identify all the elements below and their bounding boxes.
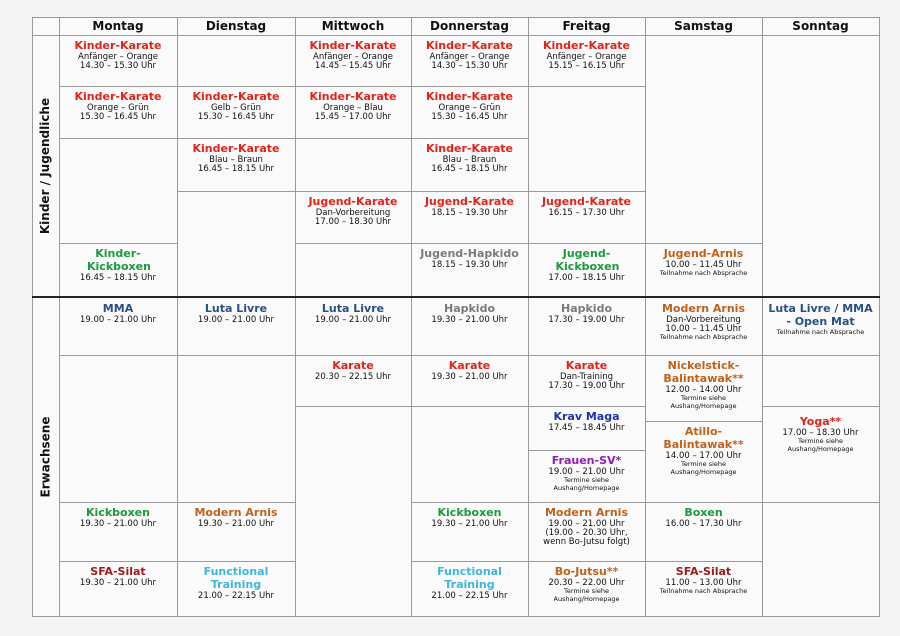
class-time: 10.00 – 11.45 Uhr <box>665 324 742 335</box>
class-cell <box>411 35 528 86</box>
class-title: Nickelstick-Balintawak** <box>663 359 744 385</box>
class-info: Anfänger – Orange <box>313 51 393 62</box>
class-cell <box>411 355 528 406</box>
class-title: Modern Arnis <box>194 506 278 519</box>
class-time: 19.30 – 21.00 Uhr <box>197 518 275 529</box>
class-info: wenn Bo-Jutsu folgt) <box>543 537 630 548</box>
class-info: Blau – Braun <box>209 154 263 165</box>
day-header-sunday: Sonntag <box>792 19 849 33</box>
class-note: Teilnahme nach Absprache <box>776 327 865 336</box>
class-time: 19.30 – 21.00 Uhr <box>79 577 157 588</box>
class-title: Karate <box>332 359 374 372</box>
class-time: 10.00 – 11.45 Uhr <box>665 259 742 270</box>
class-time: 21.00 – 22.15 Uhr <box>197 590 275 601</box>
class-info: Anfänger – Orange <box>546 51 627 62</box>
class-time: 17.45 – 18.45 Uhr <box>548 422 625 433</box>
class-time: 15.30 – 16.45 Uhr <box>79 112 157 123</box>
class-time: 15.30 – 16.45 Uhr <box>197 112 275 123</box>
class-note: Termine siehe Aushang/Homepage <box>553 476 620 492</box>
class-title: Luta Livre <box>321 302 385 315</box>
class-title: Karate <box>565 359 608 372</box>
class-cell <box>762 298 879 355</box>
class-time: 15.30 – 16.45 Uhr <box>431 112 508 123</box>
class-cell <box>177 561 295 616</box>
class-title: Kinder-Karate <box>426 90 513 103</box>
class-title: Jugend-Karate <box>541 195 632 208</box>
class-note: Teilnahme nach Absprache <box>659 333 748 342</box>
class-title: Luta Livre <box>204 302 268 315</box>
class-cell <box>528 191 645 243</box>
class-note: Teilnahme nach Absprache <box>659 587 748 596</box>
class-cell <box>411 298 528 355</box>
class-cell <box>295 298 411 355</box>
class-cell <box>528 243 645 296</box>
section-label-kids: Kinder / Jugendliche <box>38 97 53 234</box>
class-title: Karate <box>448 359 491 372</box>
class-title: Kinder-Karate <box>309 90 397 103</box>
class-time: 12.00 – 14.00 Uhr <box>665 384 742 395</box>
class-cell <box>528 502 645 561</box>
class-cell <box>295 355 411 406</box>
class-cell <box>528 35 645 86</box>
class-note: Termine siehe Aushang/Homepage <box>670 394 737 410</box>
class-time: 20.30 – 22.15 Uhr <box>314 371 392 382</box>
class-info: (19.00 – 20.30 Uhr, <box>545 528 628 539</box>
class-time: 14.45 – 15.45 Uhr <box>314 61 392 72</box>
class-title: Hapkido <box>560 302 613 315</box>
class-info: Dan-Training <box>560 371 613 382</box>
class-title: Kinder-Karate <box>426 142 513 155</box>
class-cell <box>411 138 528 191</box>
class-title: Atillo-Balintawak** <box>663 425 744 451</box>
class-cell <box>528 406 645 450</box>
class-cell <box>59 86 177 138</box>
class-title: Jugend-Kickboxen <box>555 247 620 273</box>
class-cell <box>528 355 645 406</box>
class-cell <box>762 406 879 502</box>
class-title: Krav Maga <box>553 410 620 423</box>
class-time: 16.45 – 18.15 Uhr <box>431 164 508 175</box>
class-cell <box>59 298 177 355</box>
class-cell <box>645 355 762 421</box>
class-time: 19.00 – 21.00 Uhr <box>548 518 625 529</box>
class-title: Modern Arnis <box>544 506 628 519</box>
class-cell <box>645 502 762 561</box>
class-title: Functional Training <box>437 565 502 591</box>
class-time: 19.30 – 21.00 Uhr <box>79 518 157 529</box>
class-info: Orange – Grün <box>438 102 501 113</box>
class-title: Modern Arnis <box>661 302 745 315</box>
class-title: Functional Training <box>203 565 269 591</box>
class-cell <box>645 243 762 296</box>
class-time: 16.45 – 18.15 Uhr <box>197 164 275 175</box>
class-time: 19.00 – 21.00 Uhr <box>197 314 275 325</box>
class-title: Luta Livre / MMA - Open Mat <box>768 302 873 328</box>
class-time: 19.00 – 21.00 Uhr <box>79 314 157 325</box>
class-title: Kinder-Karate <box>74 39 162 52</box>
class-cell <box>295 86 411 138</box>
class-info: Anfänger – Orange <box>429 51 510 62</box>
class-title: Jugend-Hapkido <box>420 247 519 260</box>
class-cell <box>177 138 295 191</box>
class-title: Boxen <box>684 506 723 519</box>
day-header-wednesday: Mittwoch <box>321 19 385 33</box>
class-cell <box>295 35 411 86</box>
class-time: 19.00 – 21.00 Uhr <box>314 314 392 325</box>
class-time: 14.30 – 15.30 Uhr <box>431 61 508 72</box>
section-label-adults: Erwachsene <box>38 416 53 498</box>
class-cell <box>177 86 295 138</box>
class-time: 19.30 – 21.00 Uhr <box>431 518 508 529</box>
class-cell <box>177 502 295 561</box>
class-time: 19.30 – 21.00 Uhr <box>431 314 508 325</box>
class-title: Kinder-Karate <box>192 142 280 155</box>
class-cell <box>411 86 528 138</box>
class-title: Kinder-Karate <box>192 90 280 103</box>
class-time: 11.00 – 13.00 Uhr <box>665 577 742 588</box>
class-title: Jugend-Arnis <box>663 247 744 260</box>
class-cell <box>411 243 528 296</box>
day-header-monday: Montag <box>92 19 144 33</box>
class-time: 15.45 – 17.00 Uhr <box>314 112 392 123</box>
class-cell <box>295 191 411 243</box>
class-title: SFA-Silat <box>90 565 146 578</box>
class-cell <box>528 298 645 355</box>
class-info: Orange – Blau <box>323 102 383 113</box>
class-title: Kinder-Kickboxen <box>87 247 151 273</box>
class-time: 15.15 – 16.15 Uhr <box>548 61 625 72</box>
class-info: Dan-Vorbereitung <box>666 314 741 325</box>
class-cell <box>645 298 762 355</box>
class-title: SFA-Silat <box>675 565 732 578</box>
class-title: Bo-Jutsu** <box>554 565 619 578</box>
class-title: Yoga** <box>799 415 842 428</box>
class-time: 16.45 – 18.15 Uhr <box>79 272 157 283</box>
class-time: 19.00 – 21.00 Uhr <box>548 466 625 477</box>
class-cell <box>177 298 295 355</box>
class-time: 16.00 – 17.30 Uhr <box>665 518 742 529</box>
class-time: 14.30 – 15.30 Uhr <box>79 61 157 72</box>
class-note: Termine siehe Aushang/Homepage <box>670 460 737 476</box>
class-title: Hapkido <box>443 302 496 315</box>
day-header-friday: Freitag <box>562 19 611 33</box>
class-cell <box>411 191 528 243</box>
class-time: 20.30 – 22.00 Uhr <box>548 577 625 588</box>
class-info: Gelb – Grün <box>210 102 262 113</box>
class-cell <box>645 561 762 616</box>
day-header-thursday: Donnerstag <box>430 19 509 33</box>
class-cell <box>528 450 645 502</box>
class-title: Jugend-Karate <box>424 195 515 208</box>
class-title: Kinder-Karate <box>309 39 397 52</box>
day-header-tuesday: Dienstag <box>205 19 267 33</box>
class-cell <box>59 502 177 561</box>
class-cell <box>528 561 645 616</box>
day-header-saturday: Samstag <box>674 19 733 33</box>
class-time: 17.00 – 18.15 Uhr <box>548 272 625 283</box>
class-time: 14.00 – 17.00 Uhr <box>665 450 742 461</box>
class-time: 19.30 – 21.00 Uhr <box>431 371 508 382</box>
class-cell <box>645 421 762 502</box>
class-time: 17.30 – 19.00 Uhr <box>548 314 625 325</box>
class-note: Termine siehe Aushang/Homepage <box>553 587 620 603</box>
class-cell <box>411 502 528 561</box>
class-title: Kickboxen <box>86 506 150 519</box>
class-info: Orange – Grün <box>87 102 149 113</box>
class-time: 17.30 – 19.00 Uhr <box>548 381 625 392</box>
class-time: 17.00 – 18.30 Uhr <box>782 427 859 438</box>
class-title: Jugend-Karate <box>308 195 398 208</box>
class-cell <box>59 243 177 296</box>
class-info: Blau – Braun <box>442 154 497 165</box>
class-time: 21.00 – 22.15 Uhr <box>431 590 508 601</box>
weekly-timetable <box>32 17 880 617</box>
class-title: MMA <box>102 302 134 315</box>
class-info: Anfänger – Orange <box>78 51 158 62</box>
class-cell <box>59 561 177 616</box>
class-note: Teilnahme nach Absprache <box>659 269 748 278</box>
class-cell <box>411 561 528 616</box>
class-time: 18.15 – 19.30 Uhr <box>431 207 508 218</box>
class-title: Kinder-Karate <box>543 39 630 52</box>
class-time: 18.15 – 19.30 Uhr <box>431 259 508 270</box>
class-title: Kinder-Karate <box>74 90 162 103</box>
class-time: 17.00 – 18.30 Uhr <box>314 217 392 228</box>
class-title: Kinder-Karate <box>426 39 513 52</box>
class-title: Kickboxen <box>437 506 502 519</box>
class-info: Dan-Vorbereitung <box>315 207 391 218</box>
class-title: Frauen-SV* <box>551 454 622 467</box>
class-time: 16.15 – 17.30 Uhr <box>548 207 625 218</box>
class-note: Termine siehe Aushang/Homepage <box>787 437 854 453</box>
class-cell <box>59 35 177 86</box>
